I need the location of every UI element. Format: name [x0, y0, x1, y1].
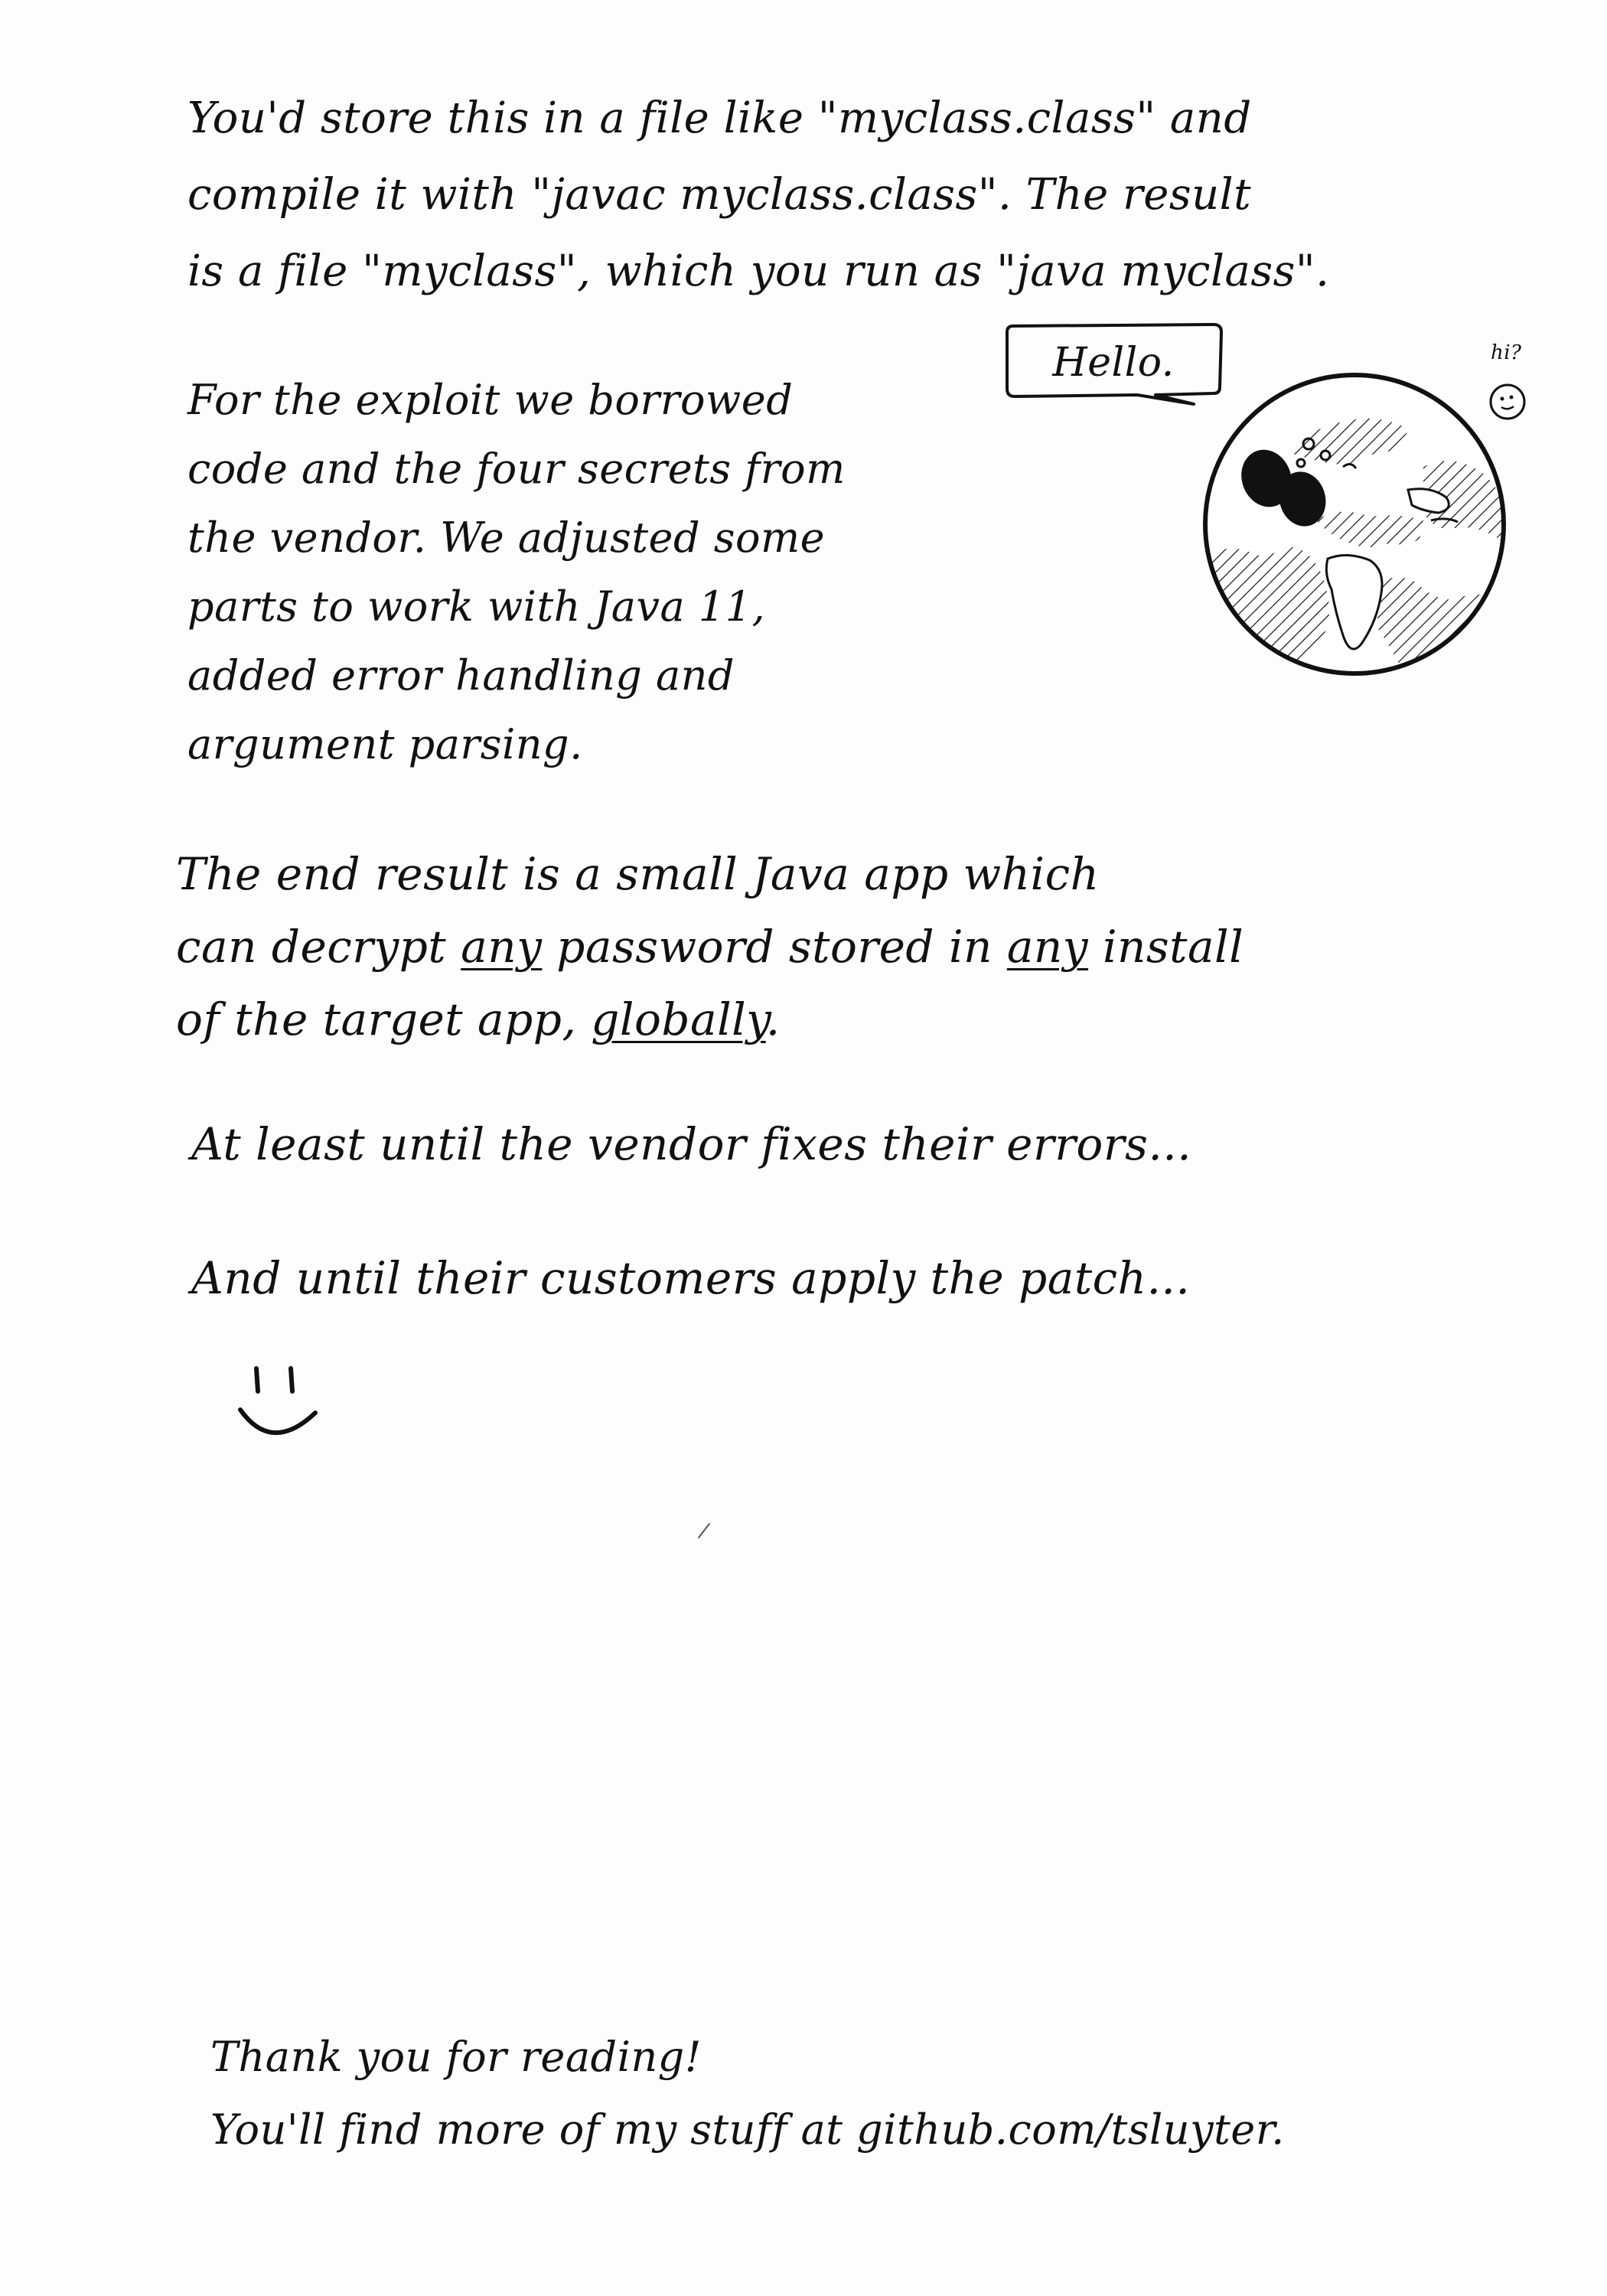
exploit-line-2: code and the four secrets from: [187, 445, 846, 493]
speech-bubble-text: Hello.: [1052, 340, 1175, 386]
footer: [210, 2020, 1285, 2166]
vendor-fix-line: At least until the vendor fixes their errors...: [191, 1118, 1192, 1170]
patch-line: And until their customers apply the patch...: [191, 1252, 1191, 1304]
result-line-3-end: .: [765, 993, 781, 1045]
result-line-3-start: of the target app,: [176, 993, 592, 1045]
exploit-line-5: added error handling and: [187, 651, 735, 700]
footer-github: You'll find more of my stuff at github.com/tsluyter.: [210, 2105, 1285, 2154]
stray-pen-mark: [693, 1519, 715, 1542]
result-line-2: [176, 911, 1244, 983]
moon-face-icon: [1485, 379, 1530, 425]
exploit-line-6: argument parsing.: [187, 720, 583, 768]
emphasis-any-2: any: [1006, 921, 1089, 973]
result-line-1: The end result is a small Java app which: [176, 848, 1100, 900]
exploit-line-4: parts to work with Java 11,: [187, 582, 766, 631]
result-line-2-middle: password stored in: [542, 921, 1007, 973]
smiley-icon: [230, 1362, 329, 1454]
result-line-2-start: can decrypt: [176, 921, 461, 973]
emphasis-globally: globally: [591, 993, 766, 1045]
result-line-2-end: install: [1088, 921, 1244, 973]
emphasis-any-1: any: [461, 921, 543, 973]
intro-line-3: is a file "myclass", which you run as "java myclass".: [187, 246, 1330, 296]
intro-paragraph: [187, 80, 1329, 310]
result-paragraph: [176, 838, 1244, 1056]
moon-label: hi?: [1491, 341, 1522, 364]
intro-line-1: You'd store this in a file like "myclass.class" and: [187, 93, 1252, 143]
footer-thanks: Thank you for reading!: [210, 2033, 702, 2081]
globe-illustration: [1194, 360, 1523, 681]
exploit-paragraph: [187, 366, 846, 779]
exploit-line-3: the vendor. We adjusted some: [187, 514, 826, 562]
exploit-line-1: For the exploit we borrowed: [187, 376, 794, 424]
result-line-3: [176, 983, 1244, 1056]
intro-line-2: compile it with "javac myclass.class". The result: [187, 170, 1252, 220]
